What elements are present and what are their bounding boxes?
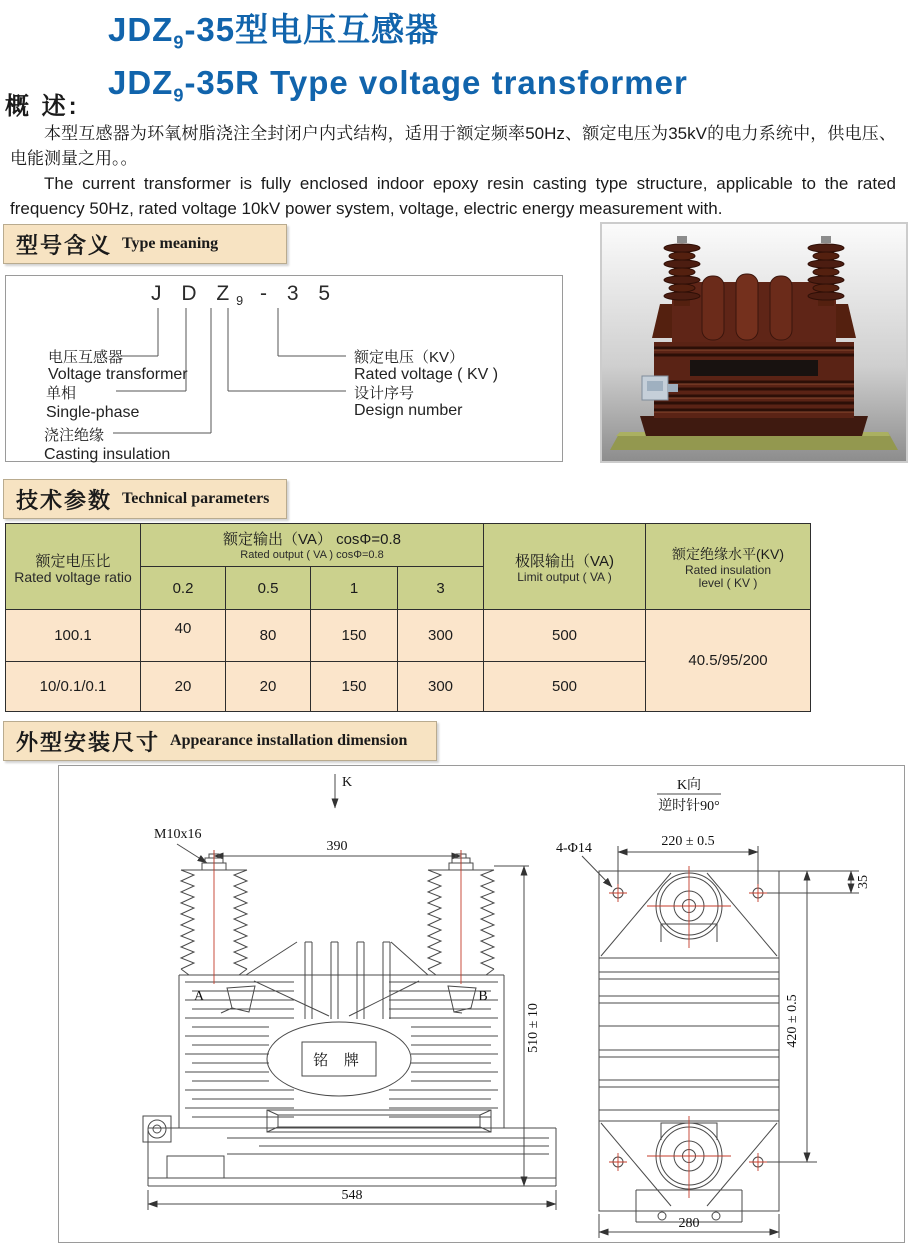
dim-label-35: 35 (856, 875, 871, 889)
accuracy-class-header: 0.2 (141, 567, 226, 610)
diagram-label: 浇注绝缘 (44, 427, 105, 444)
dim-label-220: 220 ± 0.5 (661, 834, 715, 849)
section-header-type-meaning: 型号含义 Type meaning (3, 224, 287, 264)
overview-paragraph-cn: 本型互感器为环氧树脂浇注全封闭户内式结构，适用于额定频率50Hz、额定电压为35kV的电力系统中，供电压、电能测量之用。。 (10, 124, 896, 168)
dim-label-280: 280 (678, 1216, 700, 1231)
terminal-label-a: A (193, 989, 205, 1004)
diagram-label: 单相 (46, 385, 77, 402)
title-line-en: $JDZ_9-35R$ Type voltage transformer (108, 63, 688, 106)
diagram-label: 额定电压（KV） (354, 349, 465, 366)
accuracy-class-header: 3 (398, 567, 484, 610)
table-row (6, 610, 811, 662)
output-cell: 20 (141, 662, 226, 712)
overview-body (10, 121, 896, 221)
dim-label-thread: M10x16 (154, 827, 202, 842)
dimension-drawing (58, 765, 905, 1243)
ratio-cell: 10/0.1/0.1 (6, 662, 141, 712)
technical-parameters-table (5, 523, 811, 712)
ratio-cell: 100.1 (6, 610, 141, 662)
diagram-label: Rated voltage ( KV ) (354, 366, 499, 383)
col-header-insulation-level: 额定绝缘水平(KV) Rated insulation level ( KV ) (646, 524, 811, 610)
output-cell: 150 (311, 610, 398, 662)
diagram-label: 设计序号 (354, 385, 415, 402)
accuracy-class-header: 1 (311, 567, 398, 610)
overview-paragraph-en: The current transformer is fully enclosed indoor epoxy resin casting type structure, applicable to the rated frequency 50Hz, rated voltage 10kV power system, voltage, electric energy measurement with. (10, 174, 896, 218)
transformer-photo-illustration (602, 224, 906, 461)
diagram-label: Voltage transformer (48, 366, 188, 383)
view-label-rotation: 逆时针90° (658, 799, 720, 814)
output-cell: 80 (226, 610, 311, 662)
dim-label-548: 548 (341, 1188, 363, 1203)
output-cell: 300 (398, 662, 484, 712)
output-cell: 20 (226, 662, 311, 712)
col-header-rated-voltage-ratio: 额定电压比 Rated voltage ratio (6, 524, 141, 610)
col-header-limit-output: 极限输出（VA) Limit output ( VA ) (484, 524, 646, 610)
title-line-cn: $JDZ_9-35$型电压互感器 (108, 11, 440, 53)
limit-output-cell: 500 (484, 610, 646, 662)
terminal-label-b: B (478, 989, 488, 1004)
output-cell: 300 (398, 610, 484, 662)
accuracy-class-header: 0.5 (226, 567, 311, 610)
limit-output-cell: 500 (484, 662, 646, 712)
dim-label-510: 510 ± 10 (526, 1003, 541, 1053)
product-photo (600, 222, 908, 463)
diagram-label: Single-phase (46, 404, 140, 421)
dim-label-390: 390 (326, 839, 348, 854)
dim-label-420: 420 ± 0.5 (785, 994, 800, 1048)
type-meaning-diagram (5, 275, 563, 462)
insulation-value-cell: 40.5/95/200 (646, 610, 811, 712)
diagram-label: Casting insulation (44, 446, 171, 463)
output-cell: 40 (141, 610, 226, 662)
diagram-label: Design number (354, 402, 463, 419)
nameplate-label: 铭 牌 (313, 1053, 365, 1069)
dim-label-holes: 4-Φ14 (556, 841, 592, 856)
output-cell: 150 (311, 662, 398, 712)
diagram-label: 电压互感器 (48, 349, 124, 366)
col-header-rated-output: 额定输出（VA） cosΦ=0.8 Rated output ( VA ) cosΦ=0.8 (141, 524, 484, 567)
view-label-k: K向 (676, 778, 702, 793)
engineering-drawing (59, 766, 904, 1242)
section-header-appearance-dimension: 外型安装尺寸 Appearance installation dimension (3, 721, 437, 761)
dim-label-k-arrow: K (342, 775, 353, 790)
model-code: J D $Z_9 - 3$ 5 (151, 282, 338, 309)
page-title (108, 10, 688, 115)
section-header-technical-parameters: 技术参数 Technical parameters (3, 479, 287, 519)
overview-heading: 概 述: (5, 93, 80, 120)
